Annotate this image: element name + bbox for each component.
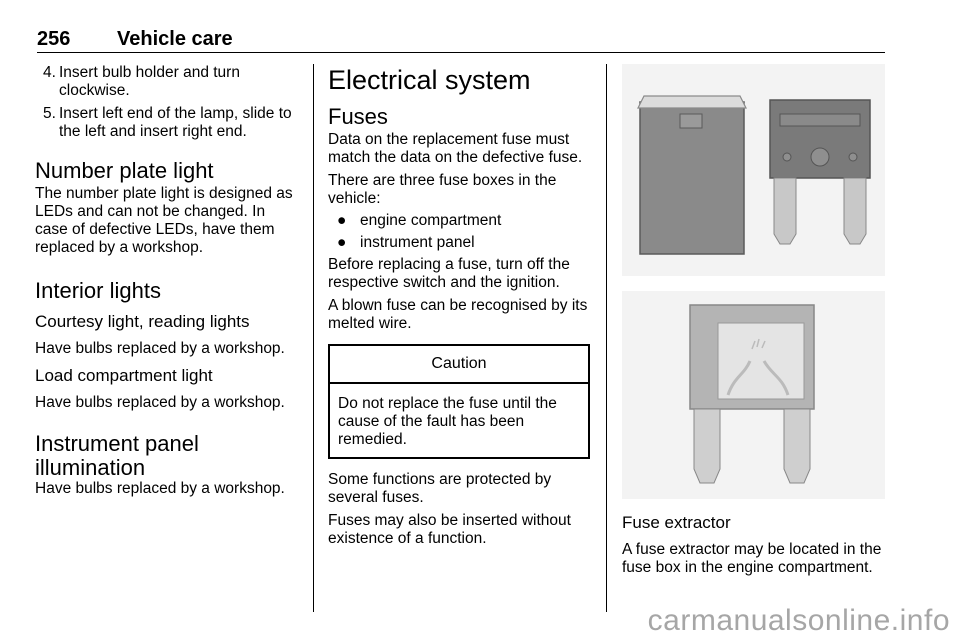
caution-box: [328, 344, 590, 459]
step-number: 5.: [43, 105, 56, 122]
courtesy-light-text: Have bulbs replaced by a workshop.: [35, 340, 285, 357]
blown-fuse-illustration: [622, 291, 885, 499]
column-left: [35, 64, 301, 498]
load-compartment-heading: Load compartment light: [35, 366, 213, 385]
list-item: [328, 212, 594, 230]
fuse-side-views-drawing: [622, 64, 885, 276]
list-item-text: instrument panel: [360, 234, 475, 251]
instrument-illumination-text: Have bulbs replaced by a workshop.: [35, 480, 285, 497]
watermark: carmanualsonline.info: [647, 604, 950, 637]
step-number: 4.: [43, 64, 56, 81]
list-item: [328, 234, 594, 252]
fuse-box-list: [328, 212, 594, 252]
bullet-icon: ●: [337, 212, 347, 229]
column-right: [622, 64, 890, 577]
list-item-text: engine compartment: [360, 212, 502, 229]
electrical-system-heading: Electrical system: [328, 65, 531, 95]
step-item: [35, 105, 301, 141]
step-item: [35, 64, 301, 100]
fuses-heading: Fuses: [328, 104, 388, 129]
fuse-data-text: Data on the replacement fuse must match the data on the defective fuse.: [328, 131, 583, 166]
fuse-extractor-heading: Fuse extractor: [622, 513, 731, 532]
interior-lights-heading: Interior lights: [35, 278, 161, 303]
number-plate-text: The number plate light is designed as LEDs and can not be changed. In case of defective LEDs, have them replaced by a workshop.: [35, 185, 293, 256]
page-number: 256: [37, 28, 71, 50]
instrument-illumination-heading: Instrument panel illumination: [35, 431, 199, 480]
fuse-side-views-illustration: [622, 64, 885, 276]
column-divider-1: [313, 64, 314, 612]
section-title: Vehicle care: [117, 28, 233, 50]
fuse-extractor-text: A fuse extractor may be located in the fuse box in the engine compartment.: [622, 541, 882, 576]
bullet-icon: ●: [337, 234, 347, 251]
courtesy-light-heading: Courtesy light, reading lights: [35, 312, 250, 331]
load-compartment-text: Have bulbs replaced by a workshop.: [35, 394, 285, 411]
protected-functions-text: Some functions are protected by several fuses.: [328, 471, 552, 506]
fuse-boxes-text: There are three fuse boxes in the vehicle:: [328, 172, 557, 207]
replace-fuse-text: Before replacing a fuse, turn off the respective switch and the ignition.: [328, 256, 570, 291]
step-text: Insert bulb holder and turn clockwise.: [59, 64, 240, 99]
inserted-fuses-text: Fuses may also be inserted without existence of a function.: [328, 512, 571, 547]
blown-fuse-drawing: [622, 291, 885, 499]
caution-text: Do not replace the fuse until the cause of the fault has been remedied.: [338, 395, 557, 448]
step-text: Insert left end of the lamp, slide to the left and insert right end.: [59, 105, 292, 140]
caution-title: Caution: [330, 346, 588, 384]
blown-fuse-text: A blown fuse can be recognised by its melted wire.: [328, 297, 588, 332]
column-divider-2: [606, 64, 607, 612]
page-header: [37, 28, 885, 53]
number-plate-heading: Number plate light: [35, 158, 214, 183]
column-middle: [328, 64, 594, 548]
